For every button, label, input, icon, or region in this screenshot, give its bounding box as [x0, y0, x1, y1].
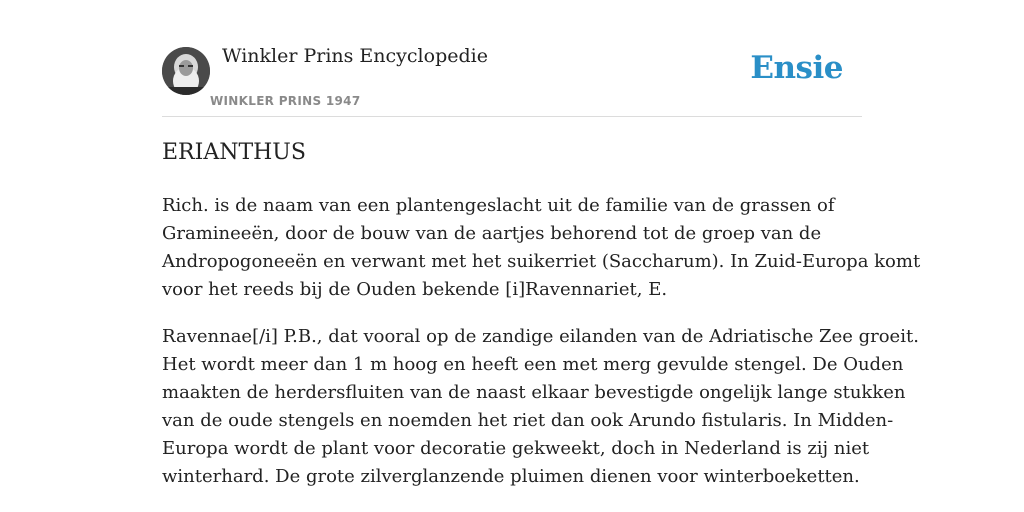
- paragraph-line: Het wordt meer dan 1 m hoog en heeft een met merg gevulde stengel. De Ouden: [162, 354, 904, 375]
- paragraph-line: Rich. is de naam van een plantengeslacht uit de familie van de grassen of: [162, 195, 835, 216]
- paragraph-line: maakten de herdersfluiten van de naast elkaar bevestigde ongelijk lange stukken: [162, 382, 906, 403]
- source-title[interactable]: Winkler Prins Encyclopedie: [222, 45, 488, 67]
- entry-paragraph-1: [162, 192, 921, 304]
- paragraph-line: Ravennae[/i] P.B., dat vooral op de zandige eilanden van de Adriatische Zee groeit.: [162, 326, 919, 347]
- paragraph-line: voor het reeds bij de Ouden bekende [i]Ravennariet, E.: [162, 279, 668, 300]
- author-avatar[interactable]: [162, 47, 210, 95]
- ensie-logo[interactable]: Ensie: [750, 50, 843, 86]
- paragraph-line: Europa wordt de plant voor decoratie gekweekt, doch in Nederland is zij niet: [162, 438, 870, 459]
- portrait-image: [162, 47, 210, 95]
- article-page: [162, 0, 921, 487]
- paragraph-line: winterhard. De grote zilverglanzende pluimen dienen voor winterboeketten.: [162, 466, 860, 487]
- paragraph-line: Gramineeën, door de bouw van de aartjes behorend tot de groep van de: [162, 223, 822, 244]
- paragraph-line: van de oude stengels en noemden het riet dan ook Arundo fistularis. In Midden-: [162, 410, 894, 431]
- source-header: [162, 0, 862, 117]
- entry-paragraph-2: [162, 323, 919, 491]
- source-edition[interactable]: WINKLER PRINS 1947: [210, 94, 361, 108]
- paragraph-line: Andropogoneeën en verwant met het suikerriet (Saccharum). In Zuid-Europa komt: [162, 251, 921, 272]
- entry-headword: ERIANTHUS: [162, 140, 306, 165]
